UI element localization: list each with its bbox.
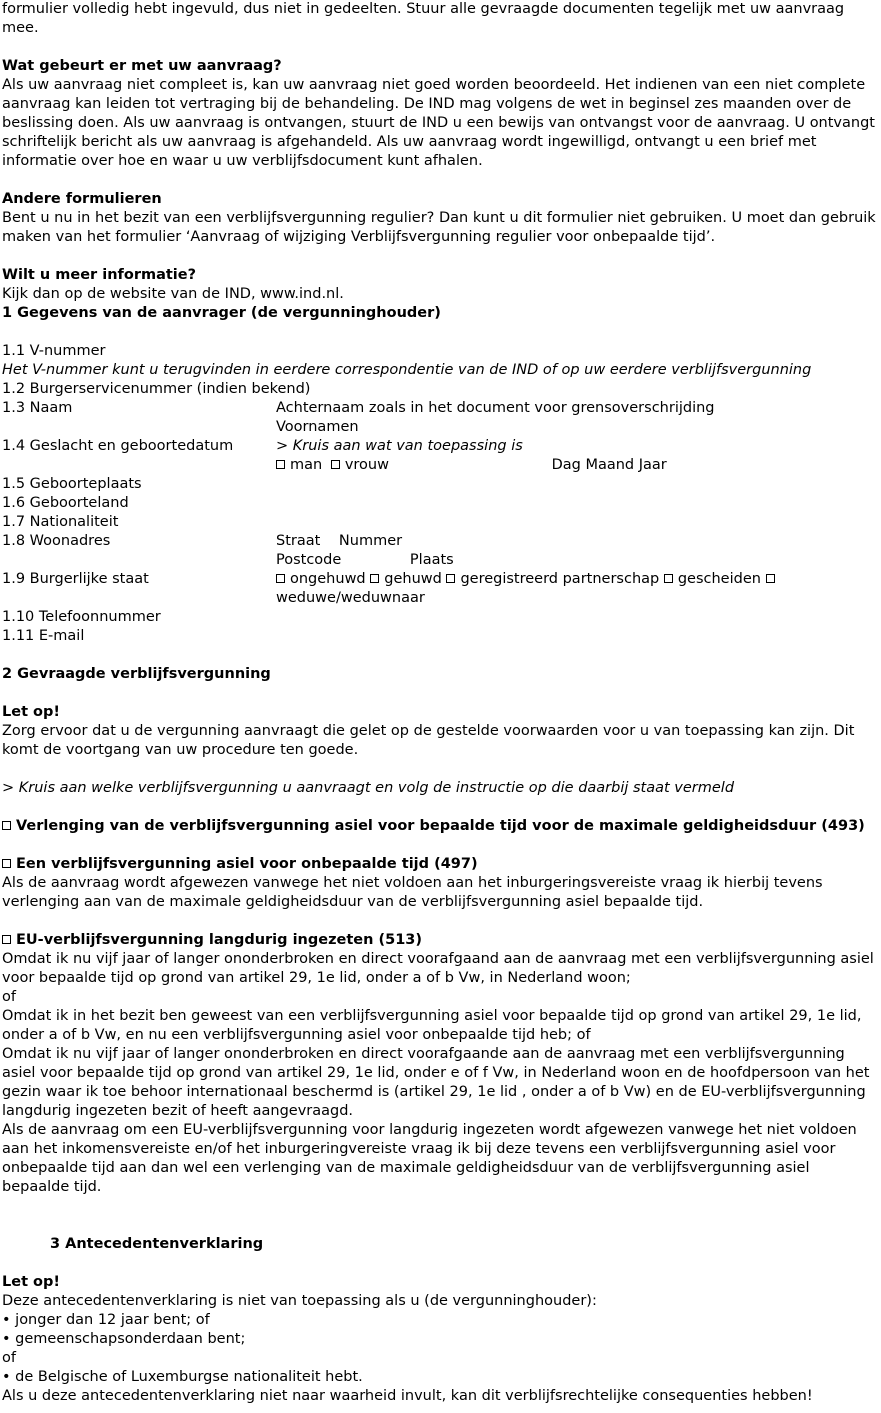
option-497-text: Als de aanvraag wordt afgewezen vanwege het niet voldoen aan het inburgeringsvereiste vraag ik hierbij tevens verlenging aan van de maximale geldigheidsduur van de verblijfsvergunning asiel bepaalde tijd. <box>2 875 823 910</box>
gender-male-label: man <box>290 457 323 473</box>
section2-instruction: > Kruis aan welke verblijfsvergunning u aanvraagt en volg de instructie op die daarbij staat vermeld <box>2 780 735 796</box>
section3-note-title: Let op! <box>2 1274 61 1290</box>
name-first: Voornamen <box>276 419 359 435</box>
civil-option-5: weduwe/weduwnaar <box>276 590 425 606</box>
gender-female-label: vrouw <box>344 457 389 473</box>
checkbox-male[interactable] <box>276 460 285 469</box>
other-forms-text: Bent u nu in het bezit van een verblijfsvergunning regulier? Dan kunt u dit formulier niet gebruiken. U moet dan gebruik maken van het formulier ‘Aanvraag of wijziging Verblijfsvergunning regulier voor onbepaalde tijd’. <box>2 210 876 245</box>
civil-option-4: gescheiden <box>677 571 761 587</box>
field-nationality: 1.7 Nationaliteit <box>2 514 119 530</box>
section3-text: Deze antecedentenverklaring is niet van toepassing als u (de vergunninghouder): <box>2 1293 597 1309</box>
checkbox-unmarried[interactable] <box>276 574 285 583</box>
field-phone: 1.10 Telefoonnummer <box>2 609 161 625</box>
section2-note-title: Let op! <box>2 704 61 720</box>
field-birthcountry: 1.6 Geboorteland <box>2 495 129 511</box>
heading-what-happens: Wat gebeurt er met uw aanvraag? <box>2 58 282 74</box>
civil-option-1: ongehuwd <box>290 571 366 587</box>
section3-or: of <box>2 1350 16 1366</box>
address-label: 1.8 Woonadres <box>2 533 111 549</box>
civil-label: 1.9 Burgerlijke staat <box>2 571 149 587</box>
name-last: Achternaam zoals in het document voor grensoverschrijding <box>276 400 715 416</box>
section3-bullet-2: • gemeenschapsonderdaan bent; <box>2 1331 246 1347</box>
address-city: Plaats <box>409 552 454 568</box>
more-info-text: Kijk dan op de website van de IND, www.ind.nl. <box>2 286 344 302</box>
checkbox-divorced[interactable] <box>664 574 673 583</box>
civil-option-3: geregistreerd partnerschap <box>460 571 660 587</box>
address-street: Straat <box>276 533 321 549</box>
checkbox-married[interactable] <box>370 574 379 583</box>
section3-title: 3 Antecedentenverklaring <box>50 1236 264 1252</box>
address-postcode: Postcode <box>276 552 342 568</box>
document <box>2 0 881 1406</box>
section3-bullet-1: • jonger dan 12 jaar bent; of <box>2 1312 210 1328</box>
checkbox-female[interactable] <box>331 460 340 469</box>
field-gender <box>2 437 881 475</box>
option-497-title: Een verblijfsvergunning asiel voor onbepaalde tijd (497) <box>16 856 478 872</box>
field-address <box>2 532 881 570</box>
field-email: 1.11 E-mail <box>2 628 85 644</box>
v-number-hint: Het V-nummer kunt u terugvinden in eerdere correspondentie van de IND of op uw eerdere verblijfsvergunning <box>2 362 812 378</box>
checkbox-option-513[interactable] <box>2 935 11 944</box>
address-number: Nummer <box>338 533 403 549</box>
checkbox-option-497[interactable] <box>2 859 11 868</box>
option-493-title: Verlenging van de verblijfsvergunning asiel voor bepaalde tijd voor de maximale geldigheidsduur (493) <box>16 818 865 834</box>
checkbox-partnership[interactable] <box>446 574 455 583</box>
heading-more-info: Wilt u meer informatie? <box>2 267 197 283</box>
section3-warning: Als u deze antecedentenverklaring niet naar waarheid invult, kan dit verblijfsrechtelijke consequenties hebben! <box>2 1388 813 1404</box>
field-bsn: 1.2 Burgerservicenummer (indien bekend) <box>2 381 311 397</box>
field-birthplace: 1.5 Geboorteplaats <box>2 476 142 492</box>
civil-option-2: gehuwd <box>384 571 442 587</box>
date-parts-label: Dag Maand Jaar <box>551 457 667 473</box>
gender-label: 1.4 Geslacht en geboortedatum <box>2 438 234 454</box>
field-civil-status <box>2 570 881 608</box>
heading-other-forms: Andere formulieren <box>2 191 162 207</box>
option-497 <box>2 855 881 874</box>
section2-note-text: Zorg ervoor dat u de vergunning aanvraagt die gelet op de gestelde voorwaarden voor u van toepassing kan zijn. Dit komt de voortgang van uw procedure ten goede. <box>2 723 855 758</box>
name-label: 1.3 Naam <box>2 400 73 416</box>
option-513-title: EU-verblijfsvergunning langdurig ingezeten (513) <box>16 932 423 948</box>
what-happens-text: Als uw aanvraag niet compleet is, kan uw aanvraag niet goed worden beoordeeld. Het indienen van een niet complete aanvraag kan leiden tot vertraging bij de behandeling. De IND mag volgens de wet in beginsel zes maanden over de beslissing doen. Als uw aanvraag is ontvangen, stuurt de IND u een bewijs van ontvangst voor de aanvraag. U ontvangt schriftelijk bericht als uw aanvraag is afgehandeld. Als uw aanvraag wordt ingewilligd, ontvangt u een brief met informatie over hoe en waar u uw verblijfsdocument kunt afhalen. <box>2 77 875 169</box>
field-name <box>2 399 881 437</box>
option-513 <box>2 931 881 950</box>
option-513-text: Omdat ik nu vijf jaar of langer ononderbroken en direct voorafgaand aan de aanvraag met een verblijfsvergunning asiel voor bepaalde tijd op grond van artikel 29, 1e lid, onder a of b Vw, in Nederland woon; of Omdat ik in het bezit ben geweest van een verblijfsvergunning asiel voor bepaalde tijd op grond van artikel 29, 1e lid, onder a of b Vw, en nu een verblijfsvergunning asiel voor onbepaalde tijd heb; of Omdat ik nu vijf jaar of langer ononderbroken en direct voorafgaande aan de aanvraag met een verblijfsvergunning asiel voor bepaalde tijd op grond van artikel 29, 1e lid, onder e of f Vw, in Nederland woon en de hoofdpersoon van het gezin waar ik toe behoor internationaal beschermd is (artikel 29, 1e lid , onder a of b Vw) en de EU-verblijfsvergunning langdurig ingezeten bezit of heeft aangevraagd. Als de aanvraag om een EU-verblijfsvergunning voor langdurig ingezeten wordt afgewezen vanwege het niet voldoen aan het inkomensvereiste en/of het inburgeringvereiste vraag ik bij deze tevens een verblijfsvergunning asiel voor onbepaalde tijd aan dan wel een verlenging van de maximale geldigheidsduur van de verblijfsvergunning asiel bepaalde tijd. <box>2 951 874 1195</box>
intro-text: formulier volledig hebt ingevuld, dus niet in gedeelten. Stuur alle gevraagde documenten tegelijk met uw aanvraag mee. <box>2 1 845 36</box>
section3-bullet-3: • de Belgische of Luxemburgse nationaliteit hebt. <box>2 1369 363 1385</box>
option-493 <box>2 817 881 836</box>
checkbox-option-493[interactable] <box>2 821 11 830</box>
checkbox-widowed[interactable] <box>766 574 775 583</box>
section1-title: 1 Gegevens van de aanvrager (de vergunninghouder) <box>2 305 441 321</box>
gender-hint: > Kruis aan wat van toepassing is <box>276 438 523 454</box>
section2-title: 2 Gevraagde verblijfsvergunning <box>2 666 271 682</box>
field-v-number: 1.1 V-nummer <box>2 343 106 359</box>
